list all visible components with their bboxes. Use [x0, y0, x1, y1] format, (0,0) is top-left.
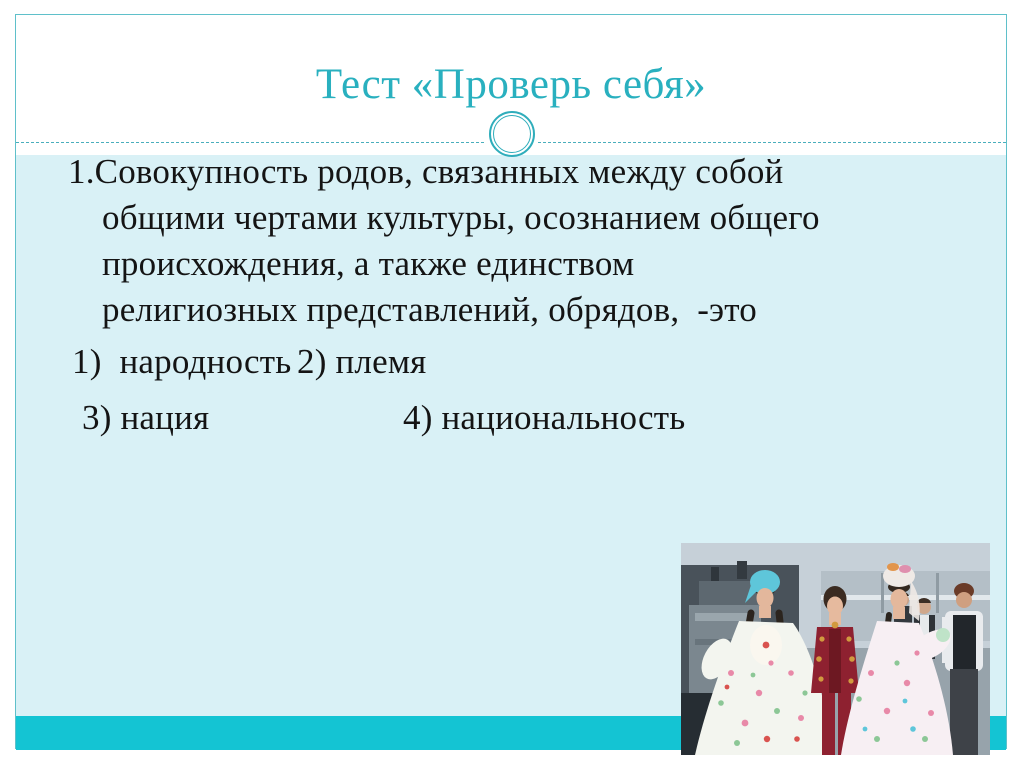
- option-1: 1) народность: [72, 342, 292, 381]
- option-4: 4) национальность: [403, 398, 686, 437]
- slide-title: Тест «Проверь себя»: [315, 61, 707, 108]
- circle-ornament: [489, 111, 535, 157]
- option-2: 2) племя: [297, 342, 427, 381]
- folk-costumes-photo-illustration: [681, 543, 990, 755]
- dotted-divider-right: [538, 142, 1006, 143]
- option-3: 3) нация: [82, 398, 210, 437]
- folk-costumes-photo: [681, 543, 990, 755]
- question-text: [68, 149, 978, 333]
- question-line: происхождения, а также единством: [102, 244, 635, 283]
- question-line: 1.Совокупность родов, связанных между собой: [68, 152, 784, 191]
- question-line: религиозных представлений, обрядов, -это: [102, 290, 757, 329]
- question-line: общими чертами культуры, осознанием общего: [102, 198, 820, 237]
- dotted-divider-left: [16, 142, 484, 143]
- circle-ornament-inner-ring: [493, 115, 531, 153]
